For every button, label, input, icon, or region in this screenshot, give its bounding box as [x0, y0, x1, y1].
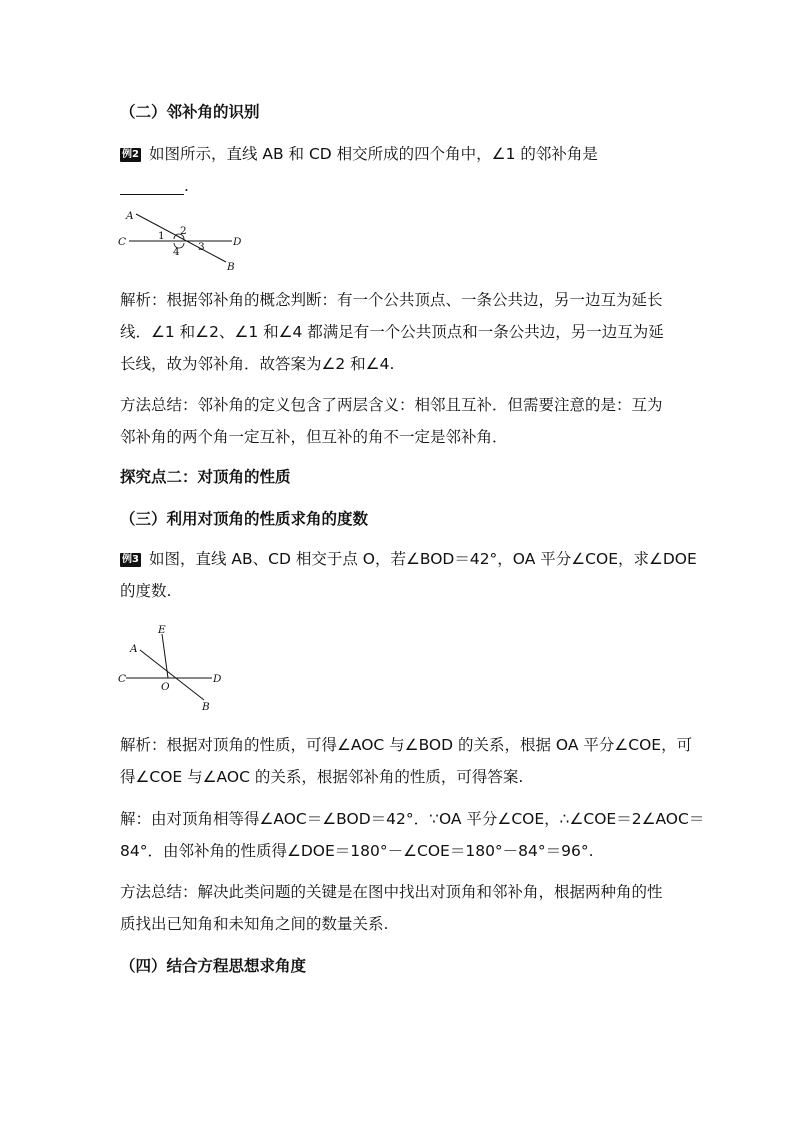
fig2-label-b: B	[202, 701, 210, 713]
fig1-angle-2: 2	[180, 225, 187, 237]
fig2-label-e: E	[158, 624, 166, 636]
summary-2-line1: 方法总结：解决此类问题的关键是在图中找出对顶角和邻补角，根据两种角的性	[120, 883, 663, 901]
example-2-question-line1	[120, 138, 680, 170]
exploration-point-title: 探究点二：对顶角的性质	[120, 468, 291, 486]
example-2-question-text: 如图所示，直线 AB 和 CD 相交所成的四个角中，∠1 的邻补角是	[148, 145, 598, 163]
example-2-tag: 例2	[122, 149, 139, 160]
analysis-2-line2: 得∠COE 与∠AOC 的关系，根据邻补角的性质，可得答案.	[120, 768, 524, 786]
section-title-vertical-angles: （三）利用对顶角的性质求角的度数	[120, 510, 369, 528]
fig1-angle-3: 3	[198, 241, 205, 253]
answer-blank	[120, 176, 184, 195]
figure-intersecting-lines-2	[116, 622, 236, 714]
figure-intersecting-lines-1	[116, 208, 256, 274]
fig1-label-b: B	[227, 261, 235, 273]
fig1-angle-1: 1	[158, 230, 165, 242]
fig1-angle-4: 4	[173, 246, 180, 258]
summary-1-line2: 邻补角的两个角一定互补，但互补的角不一定是邻补角．	[120, 428, 508, 446]
fig1-label-c: C	[118, 236, 127, 248]
fig1-label-d: D	[233, 236, 242, 248]
example-3-tag: 例3	[122, 554, 139, 565]
analysis-1-line3: 长线，故为邻补角．故答案为∠2 和∠4.	[120, 355, 395, 373]
example-2-question-tail: .	[184, 177, 189, 195]
example-3-question-text: 如图，直线 AB、CD 相交于点 O，若∠BOD＝42°，OA 平分∠COE，求∠DOE	[148, 550, 697, 568]
ray-oe	[162, 634, 168, 678]
section-title-equation-method: （四）结合方程思想求角度	[120, 957, 307, 975]
line-ab	[140, 650, 204, 700]
analysis-1-line1: 解析：根据邻补角的概念判断：有一个公共顶点、一条公共边，另一边互为延长	[120, 291, 663, 309]
summary-1-line1: 方法总结：邻补角的定义包含了两层含义：相邻且互补．但需要注意的是：互为	[120, 396, 663, 414]
analysis-1-line2: 线．∠1 和∠2、∠1 和∠4 都满足有一个公共顶点和一条公共边，另一边互为延	[120, 323, 664, 341]
section-title-adjacent-supplementary: （二）邻补角的识别	[120, 103, 260, 121]
fig2-label-a: A	[130, 643, 138, 655]
example-3-line2: 的度数.	[120, 582, 172, 600]
line-ab	[136, 214, 226, 262]
fig1-label-a: A	[126, 210, 134, 222]
analysis-2-line1: 解析：根据对顶角的性质，可得∠AOC 与∠BOD 的关系，根据 OA 平分∠COE，可	[120, 736, 693, 754]
example-3-line1	[120, 543, 697, 575]
solution-line2: 84°．由邻补角的性质得∠DOE＝180°－∠COE＝180°－84°＝96°.	[120, 842, 594, 860]
summary-2-line2: 质找出已知角和未知角之间的数量关系.	[120, 915, 389, 933]
fig2-label-d: D	[213, 673, 222, 685]
fig2-label-c: C	[118, 673, 127, 685]
example-2-question-line2	[120, 170, 680, 202]
fig2-label-o: O	[161, 681, 170, 693]
solution-line1: 解：由对顶角相等得∠AOC＝∠BOD＝42°．∵OA 平分∠COE，∴∠COE＝2∠AOC＝	[120, 810, 705, 828]
